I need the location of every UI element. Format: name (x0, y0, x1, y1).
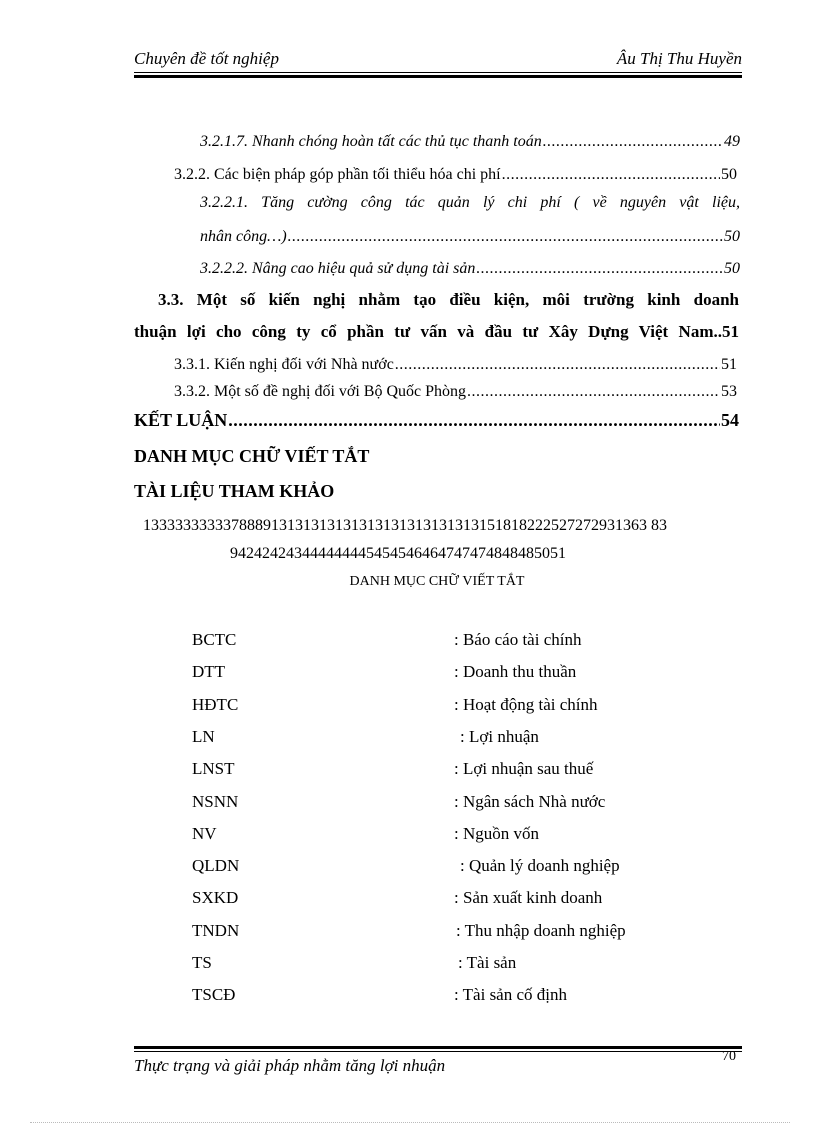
abbr-code: TS (192, 953, 212, 972)
toc-item-text: 3.3.1. Kiến nghị đối với Nhà nước (174, 356, 394, 373)
header-left: Chuyên đề tốt nghiệp (134, 49, 279, 68)
abbr-code: LNST (192, 759, 235, 779)
toc-item-text: 3.2.1.7. Nhanh chóng hoàn tất các thủ tục thanh toán (200, 133, 542, 150)
toc-item-331 (174, 356, 737, 374)
abbr-code: TSCĐ (192, 985, 236, 1005)
page-number-string-2: 942424243444444445454546464747474848485051 (230, 545, 566, 562)
page-number-string-1: 133333333337888913131313131313131313131313151818222527272931363 83 (143, 517, 667, 534)
abbr-code: QLDN (192, 856, 240, 876)
abbr-list-title: DANH MỤC CHỮ VIẾT TẮT (349, 574, 525, 589)
header-rule-thick (134, 75, 742, 78)
footer-title: Thực trạng và giải pháp nhằm tăng lợi nhuận (134, 1056, 446, 1075)
toc-item-page: 54 (721, 410, 739, 430)
toc-item-danhmuc: DANH MỤC CHỮ VIẾT TẮT (134, 446, 370, 466)
toc-item-33-line1: 3.3. Một số kiến nghị nhằm tạo điều kiện, môi trường kinh doanh (158, 290, 739, 309)
abbr-code: BCTC (192, 630, 237, 649)
abbr-meaning: : Tài sản (458, 953, 517, 972)
footer-rule-thin (134, 1051, 742, 1052)
abbr-meaning: : Sản xuất kinh doanh (454, 888, 603, 908)
toc-item-332 (174, 383, 737, 401)
abbr-meaning: : Quản lý doanh nghiệp (460, 856, 620, 876)
footer-page-number: 70 (722, 1049, 736, 1064)
toc-item-text: 3.2.2.2. Nâng cao hiệu quả sử dụng tài sản (200, 260, 476, 277)
toc-item-3221-line1: 3.2.2.1. Tăng cường công tác quản lý chi phí ( về nguyên vật liệu, (200, 194, 740, 211)
abbr-code: NV (192, 823, 217, 843)
toc-item-page: 53 (721, 383, 737, 400)
abbr-meaning: : Lợi nhuận sau thuế (454, 759, 594, 779)
abbr-code: LN (192, 726, 215, 746)
toc-item-text: nhân công…) (200, 228, 287, 245)
abbr-meaning: : Tài sản cố định (454, 985, 567, 1005)
abbr-meaning: : Hoạt động tài chính (454, 694, 598, 714)
toc-item-page: 50 (724, 228, 740, 245)
abbr-code: HĐTC (192, 694, 239, 714)
abbr-code: TNDN (192, 920, 240, 940)
toc-item-ketluan (134, 410, 739, 431)
toc-item-page: 51 (721, 356, 737, 373)
header-rule-thin (134, 72, 742, 73)
toc-item-3217 (200, 133, 740, 151)
toc-item-322 (174, 166, 737, 184)
toc-item-page: 50 (721, 166, 737, 183)
toc-item-text: KẾT LUẬN (134, 410, 228, 430)
abbr-meaning: : Doanh thu thuần (454, 662, 577, 682)
abbr-meaning: : Nguồn vốn (454, 823, 539, 843)
header-right: Âu Thị Thu Huyền (616, 49, 742, 68)
toc-item-text: 3.2.2. Các biện pháp góp phần tối thiểu hóa chi phí (174, 166, 501, 183)
toc-item-3221-line2 (200, 228, 740, 246)
abbr-meaning: : Thu nhập doanh nghiệp (456, 920, 626, 940)
toc-item-33-line2: thuận lợi cho công ty cổ phần tư vấn và đầu tư Xây Dựng Việt Nam..51 (134, 322, 739, 341)
abbr-meaning: : Ngân sách Nhà nước (454, 791, 606, 811)
abbr-code: NSNN (192, 791, 239, 811)
toc-item-page: 49 (724, 133, 740, 150)
toc-item-3222 (200, 260, 740, 278)
footer-rule-thick (134, 1046, 742, 1049)
toc-item-tailieu: TÀI LIỆU THAM KHẢO (134, 481, 335, 501)
abbr-meaning: : Lợi nhuận (460, 726, 539, 746)
toc-item-text: 3.3.2. Một số đề nghị đối với Bộ Quốc Phòng (174, 383, 467, 400)
toc-item-page: 50 (724, 260, 740, 277)
abbr-code: SXKD (192, 888, 239, 908)
abbr-code: DTT (192, 662, 226, 682)
abbr-meaning: : Báo cáo tài chính (454, 630, 582, 649)
